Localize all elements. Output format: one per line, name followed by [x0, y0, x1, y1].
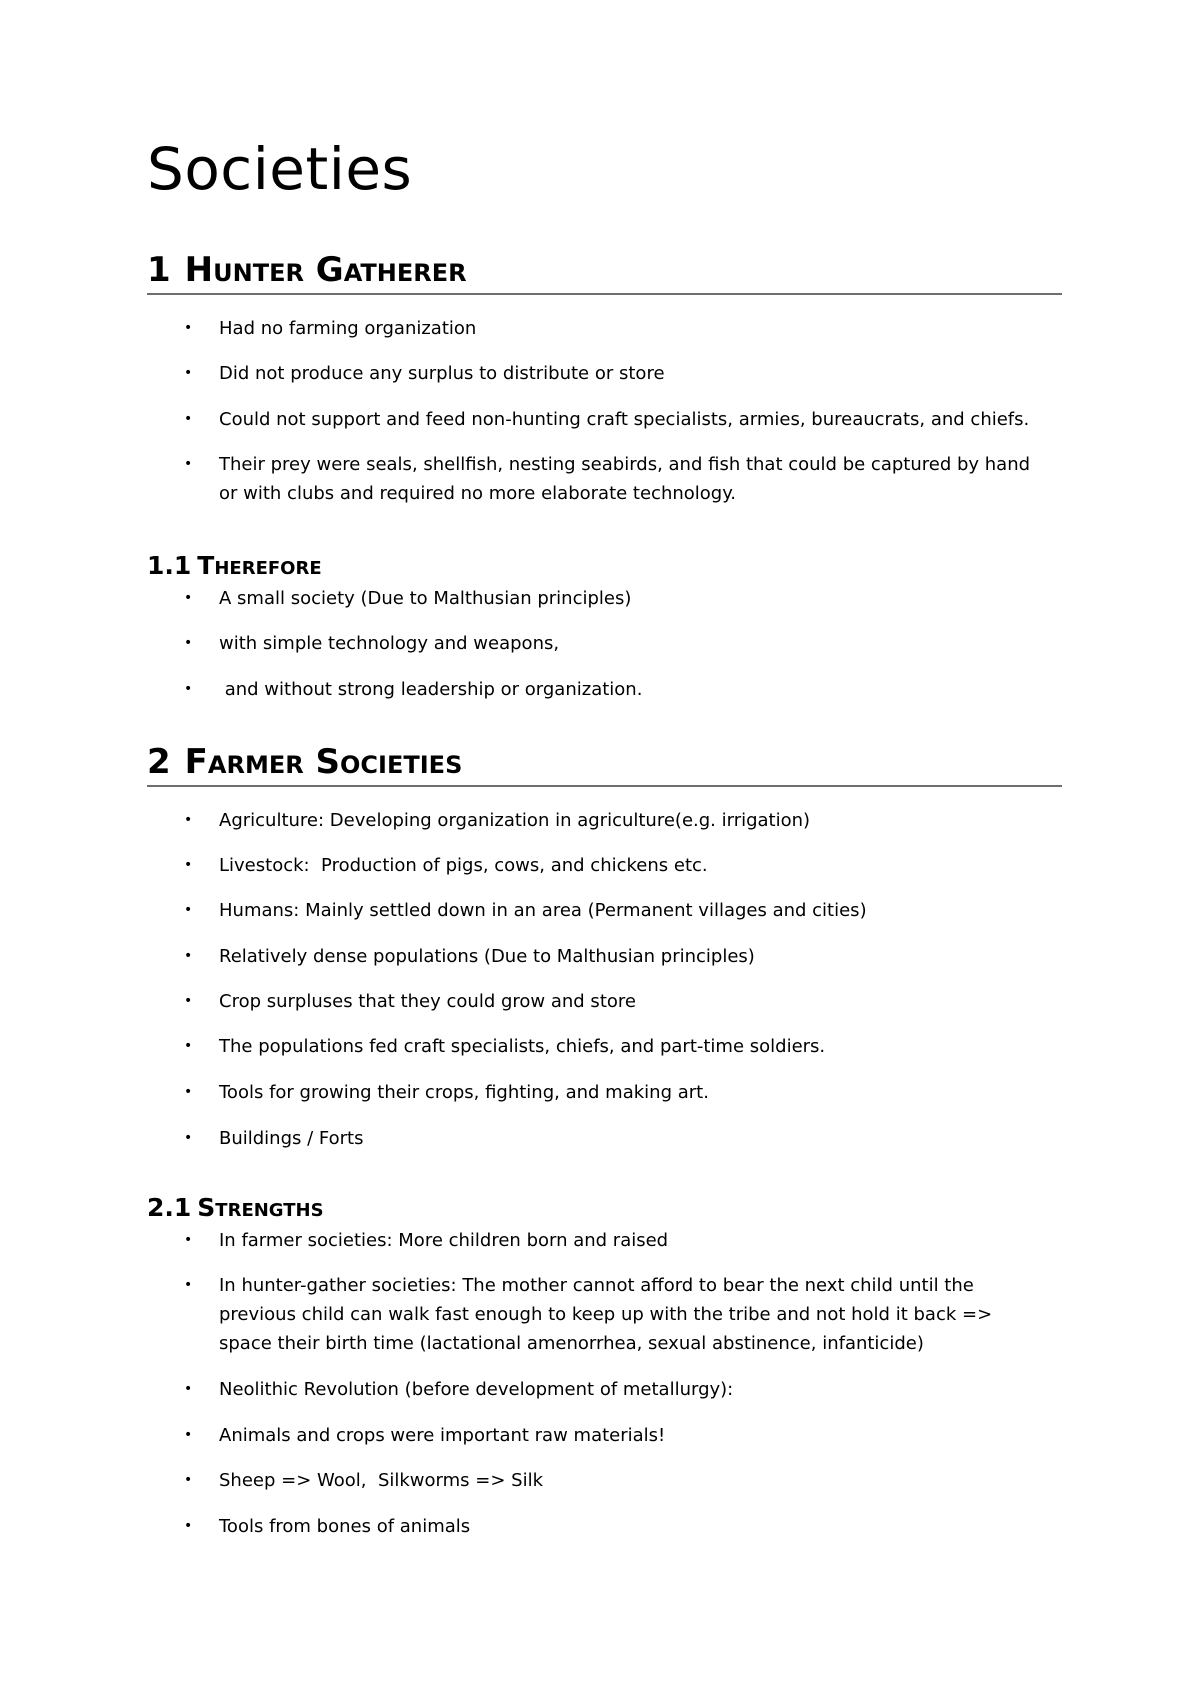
bullet-icon: • — [184, 681, 193, 697]
bullet-icon: • — [184, 635, 193, 651]
bullet-icon: • — [184, 590, 193, 606]
page-title: Societies — [147, 135, 413, 203]
list-item: • and without strong leadership or organization. — [147, 675, 1062, 704]
section-heading-hunter-gatherer — [147, 250, 1062, 295]
bullet-icon: • — [184, 1518, 193, 1534]
list-item: • The populations fed craft specialists, chiefs, and part-time soldiers. — [147, 1032, 1062, 1061]
section-heading-farmer-societies — [147, 742, 1062, 787]
bullet-icon: • — [184, 948, 193, 964]
list-item: • Buildings / Forts — [147, 1124, 1062, 1153]
bullet-icon: • — [184, 812, 193, 828]
bullet-icon: • — [184, 1130, 193, 1146]
list-item: • with simple technology and weapons, — [147, 629, 1062, 658]
list-item: • Their prey were seals, shellfish, nesting seabirds, and fish that could be captured by hand or with clubs and required no more elaborate technology. — [147, 450, 1062, 508]
bullet-icon: • — [184, 320, 193, 336]
list-item: • Sheep => Wool, Silkworms => Silk — [147, 1466, 1062, 1495]
subsection-heading-strengths — [147, 1195, 324, 1220]
bullet-icon: • — [184, 456, 193, 472]
list-item: • Had no farming organization — [147, 314, 1062, 343]
bullet-icon: • — [184, 1038, 193, 1054]
subsection-heading-therefore — [147, 553, 322, 578]
bullet-icon: • — [184, 1277, 193, 1293]
bullet-icon: • — [184, 1472, 193, 1488]
bullet-icon: • — [184, 411, 193, 427]
subsection-number: 1.1 — [147, 551, 192, 580]
bullet-icon: • — [184, 365, 193, 381]
list-item: • Tools from bones of animals — [147, 1512, 1062, 1541]
list-item: • Humans: Mainly settled down in an area (Permanent villages and cities) — [147, 896, 1062, 925]
section-number: 2 — [147, 742, 171, 782]
bullet-icon: • — [184, 1381, 193, 1397]
subsection-number: 2.1 — [147, 1193, 192, 1222]
bullet-icon: • — [184, 1427, 193, 1443]
list-item: • Neolithic Revolution (before development of metallurgy): — [147, 1375, 1062, 1404]
list-item: • In hunter-gather societies: The mother cannot afford to bear the next child until the previous child can walk fast enough to keep up with the tribe and not hold it back => space their birth time (lactational amenorrhea, sexual abstinence, infanticide) — [147, 1271, 1062, 1358]
list-item: • Relatively dense populations (Due to Malthusian principles) — [147, 942, 1062, 971]
list-item: • Crop surpluses that they could grow and store — [147, 987, 1062, 1016]
list-item: • Livestock: Production of pigs, cows, and chickens etc. — [147, 851, 1062, 880]
list-item: • In farmer societies: More children born and raised — [147, 1226, 1062, 1255]
bullet-icon: • — [184, 1084, 193, 1100]
bullet-icon: • — [184, 1232, 193, 1248]
section-title: Farmer Societies — [184, 742, 463, 782]
list-item: • Did not produce any surplus to distribute or store — [147, 359, 1062, 388]
list-item: • Agriculture: Developing organization in agriculture(e.g. irrigation) — [147, 806, 1062, 835]
bullet-icon: • — [184, 902, 193, 918]
subsection-title: Strengths — [197, 1193, 324, 1222]
section-number: 1 — [147, 250, 171, 290]
list-item: • Animals and crops were important raw materials! — [147, 1421, 1062, 1450]
list-item: • A small society (Due to Malthusian principles) — [147, 584, 1062, 613]
bullet-icon: • — [184, 857, 193, 873]
subsection-title: Therefore — [197, 551, 322, 580]
list-item: • Tools for growing their crops, fighting, and making art. — [147, 1078, 1062, 1107]
bullet-icon: • — [184, 993, 193, 1009]
section-title: Hunter Gatherer — [184, 250, 467, 290]
list-item: • Could not support and feed non-hunting craft specialists, armies, bureaucrats, and chiefs. — [147, 405, 1062, 434]
